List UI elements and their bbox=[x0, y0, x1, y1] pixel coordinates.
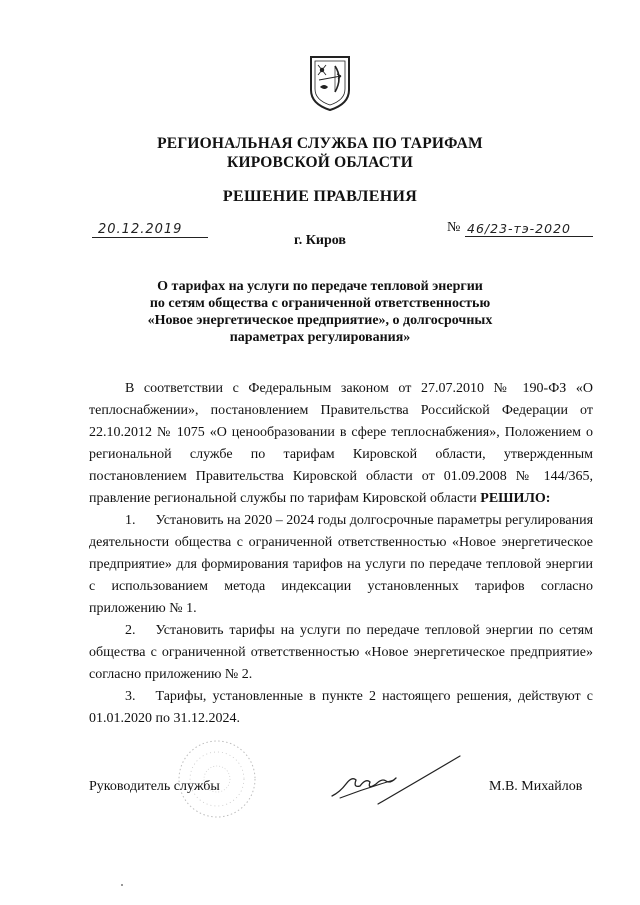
subject-line-3: «Новое энергетическое предприятие», о долгосрочных bbox=[147, 313, 493, 328]
item-text: Установить тарифы на услуги по передаче тепловой энергии по сетям общества с ограниченной ответственностью «Новое энергетическое предприятие» согласно приложению № 2. bbox=[89, 623, 593, 682]
decision-item bbox=[89, 620, 593, 686]
org-line-1: РЕГИОНАЛЬНАЯ СЛУЖБА ПО ТАРИФАМ bbox=[157, 135, 483, 152]
item-text: Установить на 2020 – 2024 годы долгосрочные параметры регулирования деятельности общества с ограниченной ответственностью «Новое энергетическое предприятие» для формирования тарифов на услуги по передаче тепловой энергии с использованием метода индексации установленных тарифов согласно приложению № 1. bbox=[89, 513, 594, 616]
org-line-2: КИРОВСКОЙ ОБЛАСТИ bbox=[227, 154, 413, 171]
subject-line-1: О тарифах на услуги по передаче тепловой энергии bbox=[157, 279, 483, 294]
item-text: Тарифы, установленные в пункте 2 настоящего решения, действуют с 01.01.2020 по 31.12.2024. bbox=[89, 689, 593, 726]
signatory-title: Руководитель службы bbox=[89, 779, 220, 794]
handwritten-number: 46/23-тэ-2020 bbox=[467, 221, 571, 236]
preamble-text: В соответствии с Федеральным законом от 27.07.2010 № 190-ФЗ «О теплоснабжении», постановлением Правительства Российской Федерации от 22.10.2012 № 1075 «О ценообразовании в сфере теплоснабжения», Положением о региональной службе по тарифам Кировской области, утвержденным постановлением Правительства Кировской области от 01.09.2008 № 144/365, правление региональной службы по тарифам Кировской области bbox=[89, 381, 593, 506]
signatory-name: М.В. Михайлов bbox=[489, 779, 583, 794]
decision-item bbox=[89, 686, 593, 730]
organization-name bbox=[0, 134, 640, 172]
coat-of-arms-icon bbox=[308, 54, 352, 112]
scan-speck bbox=[121, 884, 123, 886]
handwritten-signature bbox=[326, 748, 466, 808]
subject-line-2: по сетям общества с ограниченной ответственностью bbox=[149, 296, 491, 311]
item-number: 2. bbox=[125, 623, 136, 638]
number-sign: № bbox=[447, 220, 461, 235]
decision-item bbox=[89, 510, 593, 620]
decision-word: РЕШИЛО: bbox=[480, 491, 551, 506]
preamble-paragraph bbox=[89, 378, 593, 510]
item-number: 1. bbox=[125, 513, 136, 528]
item-number: 3. bbox=[125, 689, 136, 704]
city-line: г. Киров bbox=[294, 233, 346, 248]
decision-subject bbox=[0, 278, 640, 346]
handwritten-date: 20.12.2019 bbox=[98, 222, 183, 237]
document-type: РЕШЕНИЕ ПРАВЛЕНИЯ bbox=[222, 188, 418, 205]
decision-body bbox=[89, 378, 593, 730]
subject-line-4: параметрах регулирования» bbox=[229, 330, 411, 345]
